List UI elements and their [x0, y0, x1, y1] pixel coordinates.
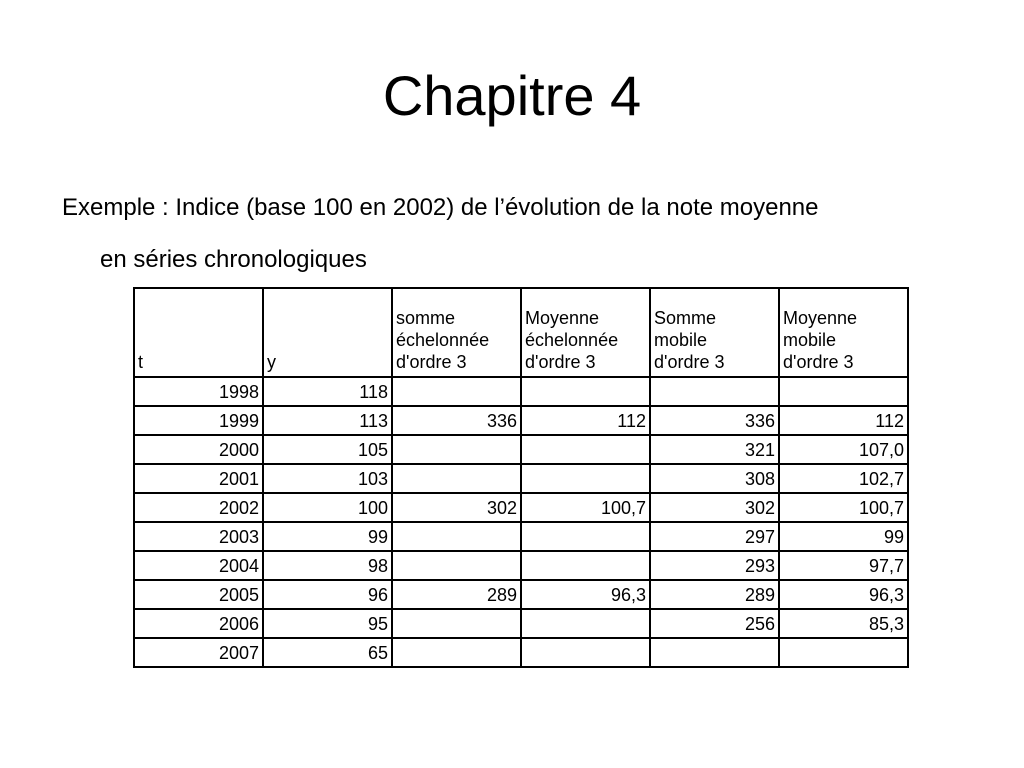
table-cell: 2003 — [134, 522, 263, 551]
table-cell — [521, 638, 650, 667]
table-cell — [392, 638, 521, 667]
table-cell: 99 — [779, 522, 908, 551]
table-header-row — [134, 288, 908, 377]
table-cell: 2004 — [134, 551, 263, 580]
table-cell: 2005 — [134, 580, 263, 609]
table-cell: 112 — [779, 406, 908, 435]
subtitle-line-1: Exemple : Indice (base 100 en 2002) de l’évolution de la note moyenne — [62, 194, 819, 221]
table-cell: 96,3 — [779, 580, 908, 609]
table-cell — [521, 609, 650, 638]
table-cell: 103 — [263, 464, 392, 493]
table-cell — [521, 377, 650, 406]
table-cell — [521, 464, 650, 493]
table-cell: 321 — [650, 435, 779, 464]
table-cell — [392, 609, 521, 638]
table-cell: 85,3 — [779, 609, 908, 638]
table-cell: 302 — [650, 493, 779, 522]
table-cell: 100 — [263, 493, 392, 522]
table-cell: 98 — [263, 551, 392, 580]
table-cell: 289 — [392, 580, 521, 609]
table-cell: 102,7 — [779, 464, 908, 493]
table-cell: 105 — [263, 435, 392, 464]
table-cell — [392, 377, 521, 406]
table-cell: 96 — [263, 580, 392, 609]
header-somme-mobile: Somme mobile d'ordre 3 — [650, 288, 779, 377]
table-cell: 97,7 — [779, 551, 908, 580]
table-cell: 118 — [263, 377, 392, 406]
table-cell — [521, 551, 650, 580]
table-row — [134, 638, 908, 667]
table-row — [134, 609, 908, 638]
table-row — [134, 493, 908, 522]
table-cell: 2001 — [134, 464, 263, 493]
table-cell — [779, 638, 908, 667]
table-cell — [521, 522, 650, 551]
table-row — [134, 377, 908, 406]
table-cell — [521, 435, 650, 464]
table-cell: 293 — [650, 551, 779, 580]
table-cell: 1999 — [134, 406, 263, 435]
table-cell: 113 — [263, 406, 392, 435]
table-cell: 302 — [392, 493, 521, 522]
table-cell: 2002 — [134, 493, 263, 522]
time-series-table — [133, 287, 909, 668]
table-cell: 1998 — [134, 377, 263, 406]
table-cell: 308 — [650, 464, 779, 493]
table-cell: 289 — [650, 580, 779, 609]
table-cell: 336 — [650, 406, 779, 435]
table-cell — [779, 377, 908, 406]
table-cell: 336 — [392, 406, 521, 435]
table-row — [134, 522, 908, 551]
table-cell: 256 — [650, 609, 779, 638]
table-cell: 2007 — [134, 638, 263, 667]
header-somme-echelonnee: somme échelonnée d'ordre 3 — [392, 288, 521, 377]
table-cell — [392, 435, 521, 464]
table-cell — [392, 522, 521, 551]
table-cell: 99 — [263, 522, 392, 551]
table-cell: 2000 — [134, 435, 263, 464]
table-cell: 65 — [263, 638, 392, 667]
table-row — [134, 435, 908, 464]
table-cell: 95 — [263, 609, 392, 638]
header-moyenne-mobile: Moyenne mobile d'ordre 3 — [779, 288, 908, 377]
table-cell — [392, 551, 521, 580]
table-row — [134, 406, 908, 435]
table-row — [134, 551, 908, 580]
slide-subtitle — [62, 182, 982, 286]
slide-title: Chapitre 4 — [382, 64, 642, 127]
table-body — [134, 377, 908, 667]
subtitle-line-2: en séries chronologiques — [100, 246, 367, 273]
header-moyenne-echelonnee: Moyenne échelonnée d'ordre 3 — [521, 288, 650, 377]
table-cell — [392, 464, 521, 493]
table-cell: 96,3 — [521, 580, 650, 609]
table-cell: 100,7 — [779, 493, 908, 522]
table-row — [134, 464, 908, 493]
table-cell — [650, 638, 779, 667]
table-row — [134, 580, 908, 609]
header-t: t — [134, 288, 263, 377]
table-cell: 107,0 — [779, 435, 908, 464]
table-cell: 2006 — [134, 609, 263, 638]
header-y: y — [263, 288, 392, 377]
table-cell: 297 — [650, 522, 779, 551]
table-cell — [650, 377, 779, 406]
table-cell: 100,7 — [521, 493, 650, 522]
table-cell: 112 — [521, 406, 650, 435]
